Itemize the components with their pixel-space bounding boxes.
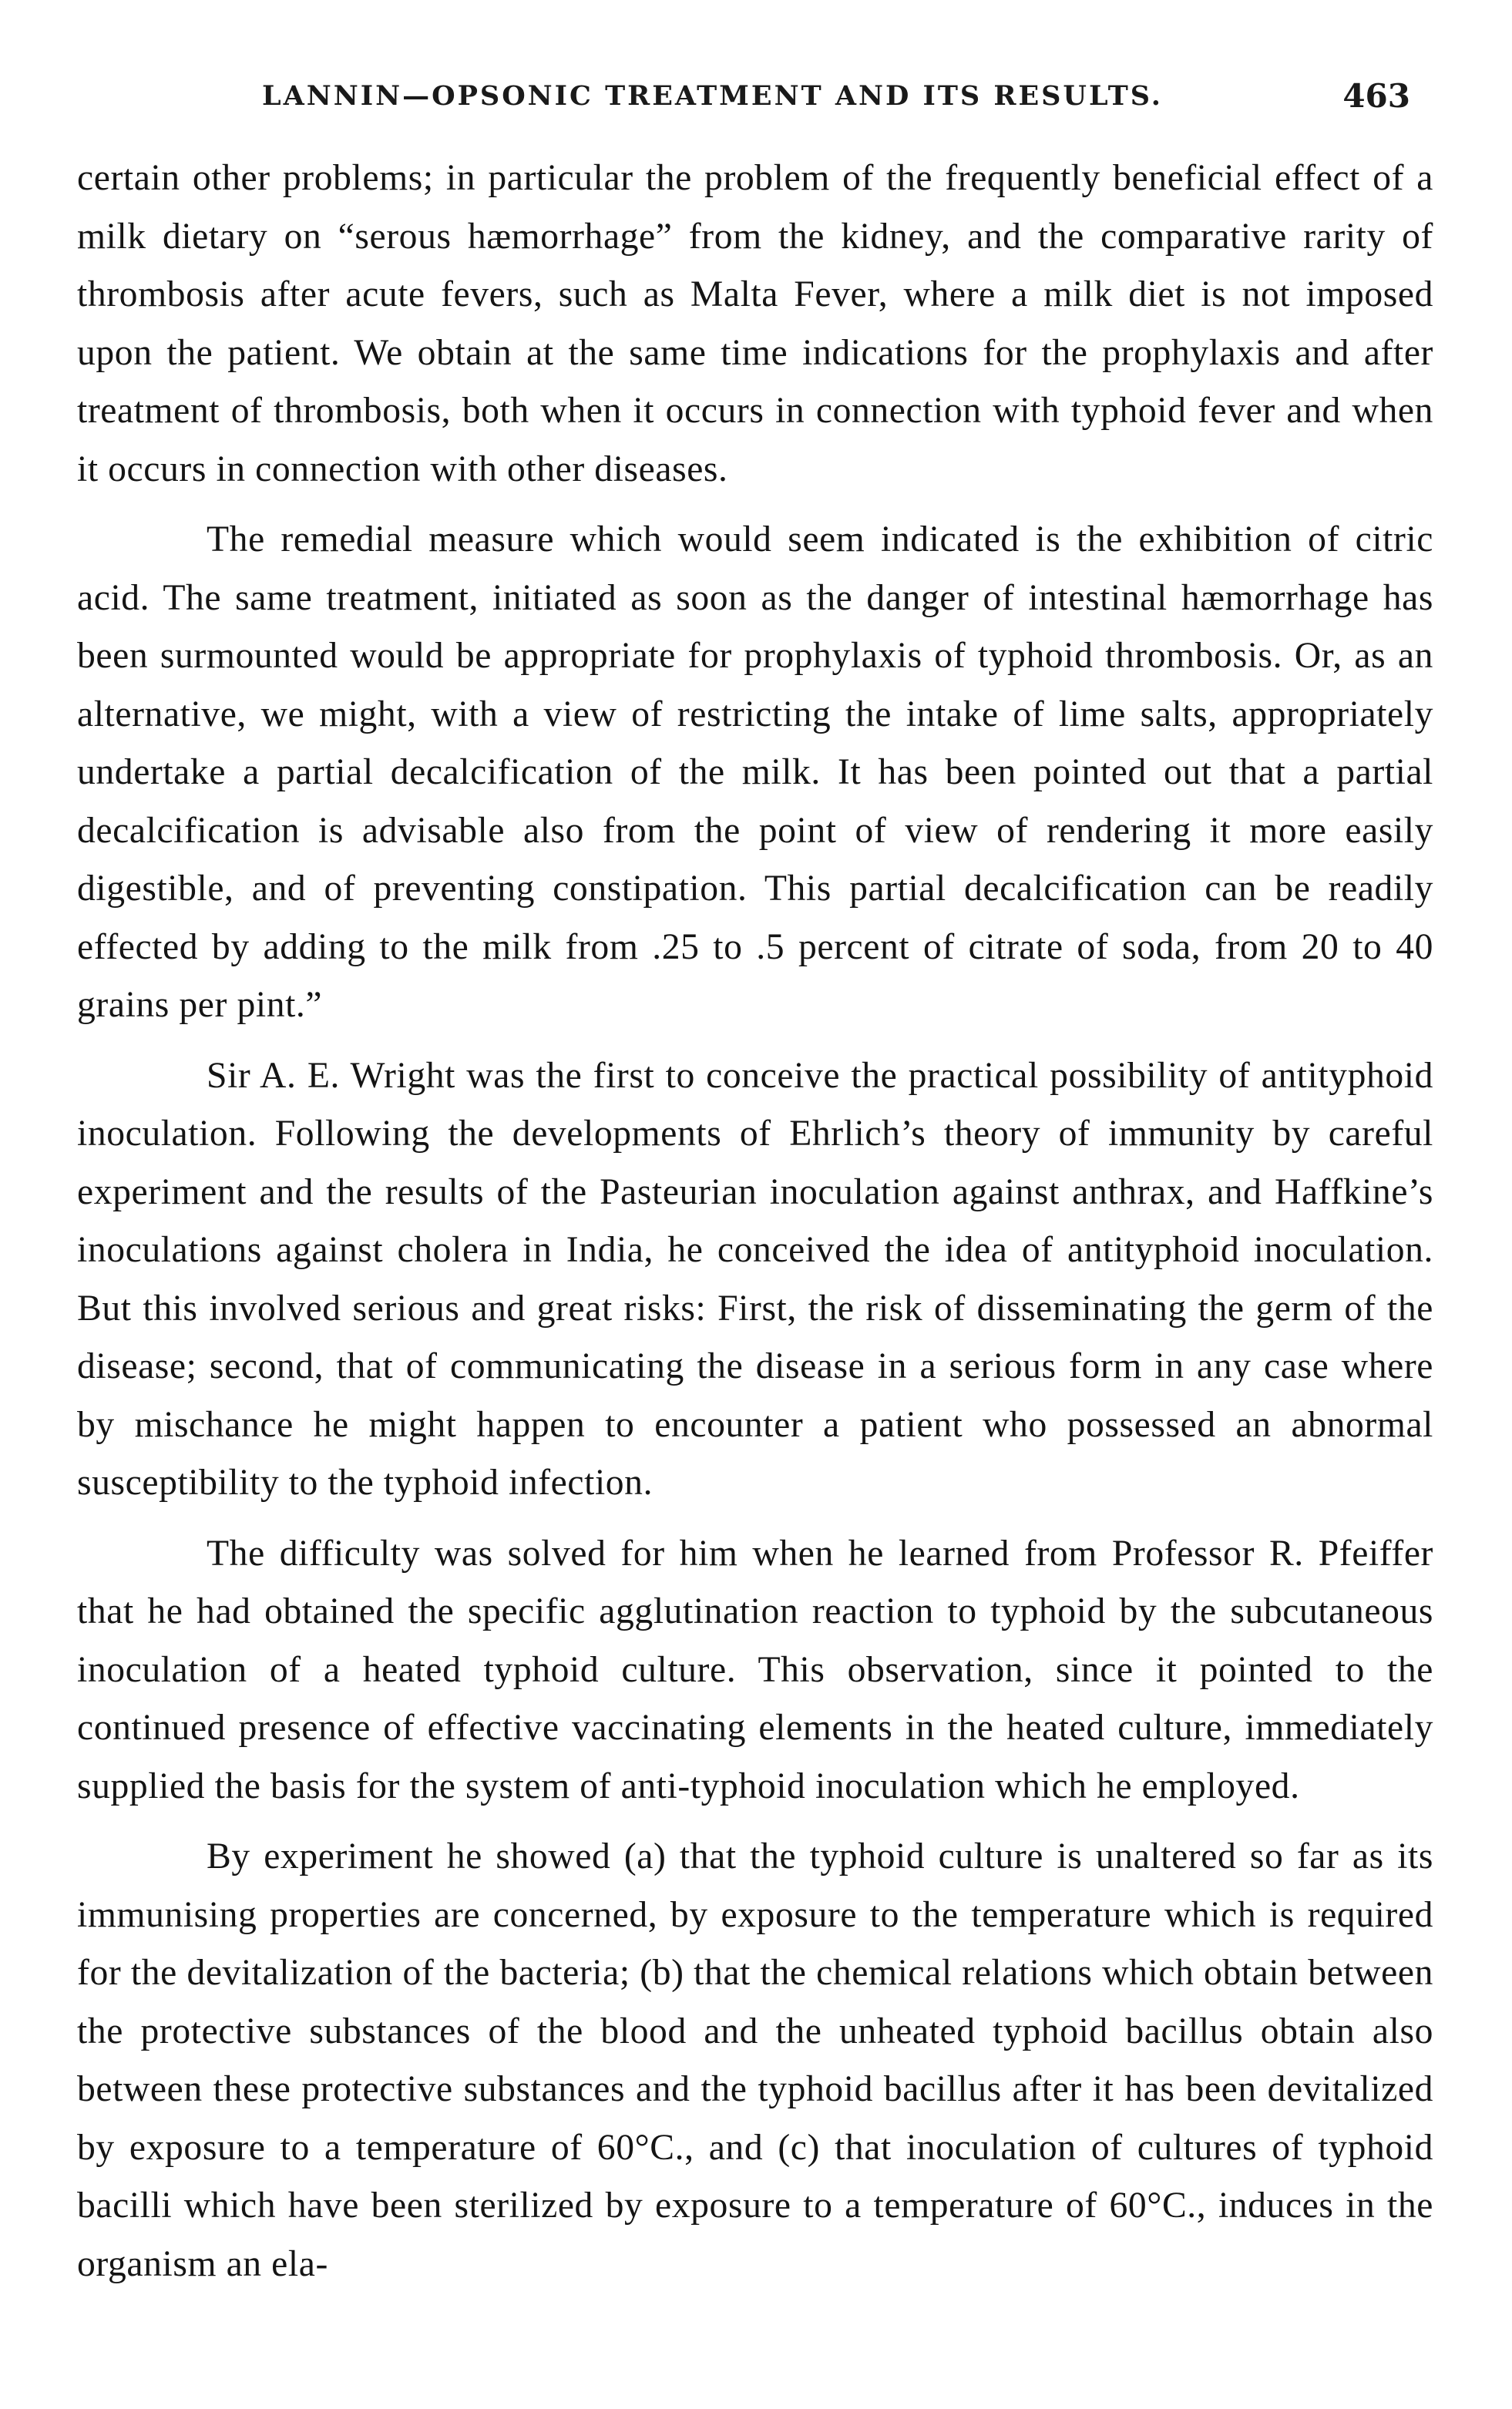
- running-title: LANNIN—OPSONIC TREATMENT AND ITS RESULTS.: [262, 80, 1163, 112]
- paragraph-experiment: By experiment he showed (a) that the typhoid culture is unaltered so far as its immunising properties are concerned, by exposure to the temperature which is required for the devitalization of the bacteria; (b) that the chemical relations which obtain between the protective substances of the blood and the unheated typhoid bacillus obtain also between these protective substances and the typhoid bacillus after it has been devitalized by exposure to a temperature of 60°C., and (c) that inoculation of cultures of typhoid bacilli which have been sterilized by exposure to a temperature of 60°C., induces in the organism an ela-: [77, 1836, 1433, 2284]
- document-page: [77, 77, 1433, 2335]
- running-head: [77, 77, 1433, 123]
- paragraph-continuation: certain other problems; in particular the problem of the frequently beneficial effect of a milk dietary on “serous hæmorrhage” from the kidney, and the comparative rarity of thrombosis after acute fevers, such as Malta Fever, where a milk diet is not imposed upon the patient. We obtain at the same time indications for the prophylaxis and after treatment of thrombosis, both when it occurs in connection with typhoid fever and when it occurs in connection with other diseases.: [77, 158, 1433, 489]
- paragraph-remedial-measure: The remedial measure which would seem indicated is the exhibition of citric acid. The same treatment, initiated as soon as the danger of intestinal hæmorrhage has been surmounted would be appropriate for prophylaxis of typhoid thrombosis. Or, as an alternative, we might, with a view of restricting the intake of lime salts, appropriately undertake a partial decalcification of the milk. It has been pointed out that a partial decalcification is advisable also from the point of view of rendering it more easily digestible, and of preventing constipation. This partial decalcification can be readily effected by adding to the milk from .25 to .5 percent of citrate of soda, from 20 to 40 grains per pint.”: [77, 519, 1433, 1025]
- body-text: [77, 150, 1433, 2293]
- paragraph-pfeiffer-difficulty: The difficulty was solved for him when he learned from Professor R. Pfeiffer that he had obtained the specific agglutination reaction to typhoid by the subcutaneous inoculation of a heated typhoid culture. This observation, since it pointed to the continued presence of effective vaccinating elements in the heated culture, immediately supplied the basis for the system of anti-typhoid inoculation which he employed.: [77, 1533, 1433, 1806]
- paragraph-wright-inoculation: Sir A. E. Wright was the first to conceive the practical possibility of antityphoid inoculation. Following the developments of Ehrlich’s theory of immunity by careful experiment and the results of the Pasteurian inoculation against anthrax, and Haffkine’s inoculations against cholera in India, he conceived the idea of antityphoid inoculation. But this involved serious and great risks: First, the risk of disseminating the germ of the disease; second, that of communicating the disease in a serious form in any case where by mischance he might happen to encounter a patient who possessed an abnormal susceptibility to the typhoid infection.: [77, 1055, 1433, 1503]
- page-number: 463: [1342, 77, 1410, 115]
